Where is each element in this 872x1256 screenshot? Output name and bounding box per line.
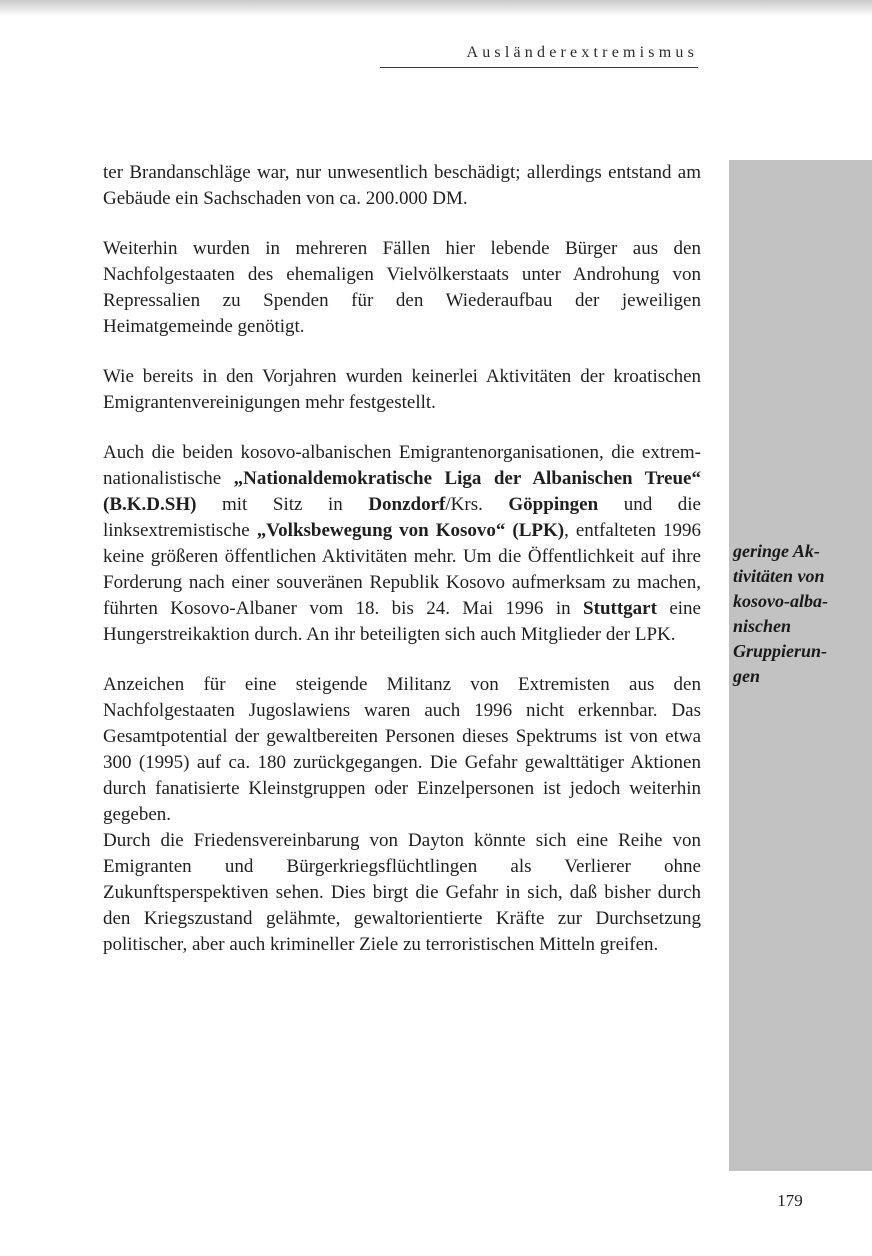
text-run: /Krs. [445, 494, 509, 515]
margin-note-line: geringe Ak- [733, 541, 820, 561]
paragraph [103, 160, 701, 212]
text-run: Wie bereits in den Vorjahren wurden keinerlei Aktivitäten der kroatischen Emigrantenvereinigungen mehr festgestellt. [103, 366, 701, 413]
margin-note [733, 539, 867, 689]
text-run: eine Hungerstreikaktion durch. An ihr beteiligten sich auch Mitglieder der LPK. [103, 598, 701, 645]
paragraph [103, 440, 701, 648]
text-run: Auch die beiden kosovo-albanischen Emigrantenorganisationen, die extrem-nationalistische [103, 442, 701, 489]
bold-term: Göppingen [508, 494, 599, 515]
text-run: und die linksextremistische [103, 494, 701, 541]
bold-term: „Nationaldemokratische Liga der Albanischen Treue“ (B.K.D.SH) [103, 468, 701, 515]
margin-note-line: kosovo-alba- [733, 591, 828, 611]
text-run: Anzeichen für eine steigende Militanz von Extremisten aus den Nachfolgestaaten Jugoslawiens waren auch 1996 nicht erkennbar. Das Gesamtpotential der gewaltbereiten Personen dieses Spektrums ist von etwa 300 (1995) auf ca. 180 zurückgegangen. Die Gefahr gewalttätiger Aktionen durch fanatisierte Kleinstgruppen oder Einzelpersonen ist jedoch weiterhin gegeben. [103, 674, 701, 825]
text-run: , entfalteten 1996 keine größeren öffentlichen Aktivitäten mehr. Um die Öffentlichkeit auf ihre Forderung nach einer souveränen Republik Kosovo aufmerksam zu machen, führten Kosovo-Albaner vom 18. bis 24. Mai 1996 in [103, 520, 701, 619]
margin-note-line: nischen [733, 616, 792, 636]
scan-edge [0, 0, 872, 16]
bold-term: „Volksbewegung von Kosovo“ (LPK) [256, 520, 565, 541]
margin-note-line: Gruppierun- [733, 641, 828, 661]
margin-note-line: tivitäten von [733, 566, 825, 586]
text-run: Weiterhin wurden in mehreren Fällen hier lebende Bürger aus den Nachfolgestaaten des ehemaligen Vielvölkerstaats unter Androhung von Repressalien zu Spenden für den Wiederaufbau der jeweiligen Heimatgemeinde genötigt. [103, 238, 701, 337]
page-number: 179 [777, 1191, 803, 1210]
margin-note-line: gen [733, 666, 760, 686]
text-run: ter Brandanschläge war, nur unwesentlich beschädigt; allerdings entstand am Gebäude ein Sachschaden von ca. 200.000 DM. [103, 162, 701, 209]
text-run: Durch die Friedensvereinbarung von Dayton könnte sich eine Reihe von Emigranten und Bürgerkriegsflüchtlingen als Verlierer ohne Zukunftsperspektiven sehen. Dies birgt die Gefahr in sich, daß bisher durch den Kriegszustand gelähmte, gewaltorientierte Kräfte zur Durchsetzung politischer, aber auch krimineller Ziele zu terroristischen Mitteln greifen. [103, 830, 701, 955]
paragraph [103, 364, 701, 416]
text-run: mit Sitz in [196, 494, 369, 515]
bold-term: Donzdorf [368, 494, 446, 515]
body-text [103, 160, 701, 958]
paragraph [103, 828, 701, 958]
running-header: Ausländerextremismus [466, 44, 698, 61]
paragraph [103, 672, 701, 828]
header-rule [380, 67, 698, 68]
paragraph [103, 236, 701, 340]
bold-term: Stuttgart [583, 598, 657, 619]
